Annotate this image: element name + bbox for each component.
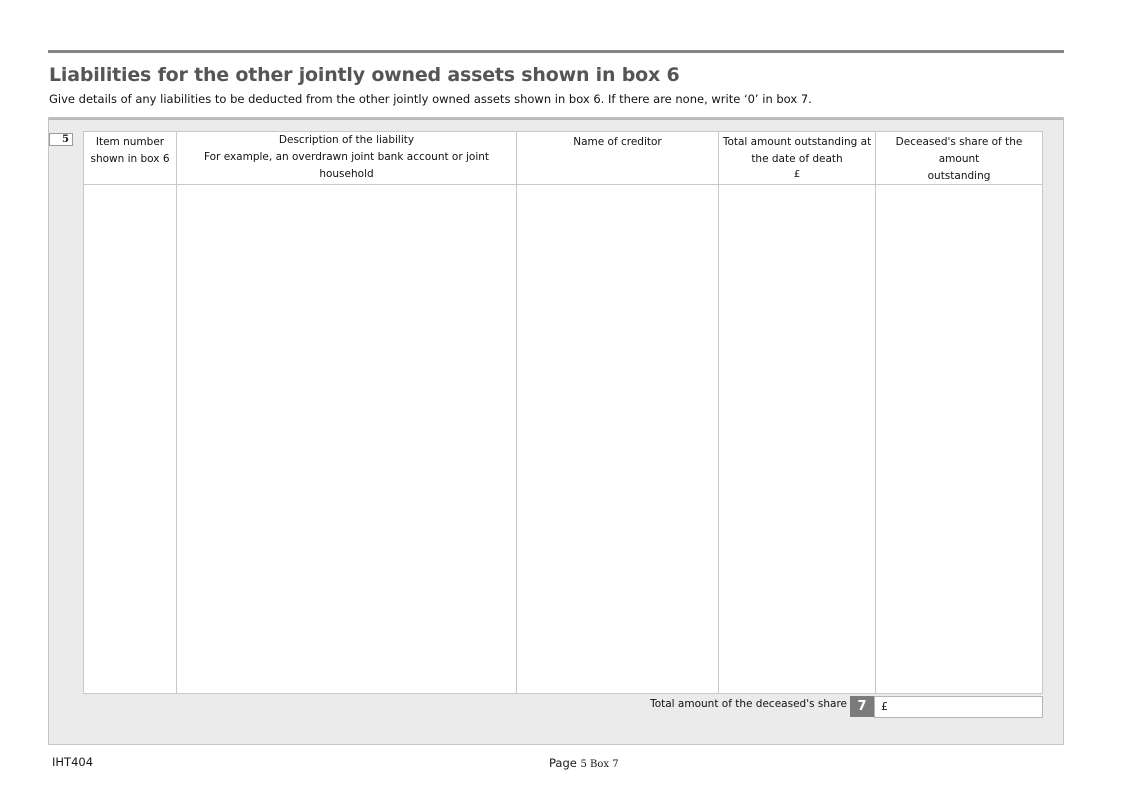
total-currency-symbol: £: [881, 700, 888, 713]
header-total-outstanding-line2: the date of death: [751, 153, 843, 165]
header-total-outstanding-line1: Total amount outstanding at: [722, 136, 872, 148]
header-deceased-share-line1: Deceased's share of the amount: [895, 136, 1023, 165]
total-deceased-share-label: Total amount of the deceased's share: [650, 698, 847, 710]
deceased-share-column-input[interactable]: [875, 184, 1043, 694]
page-indicator: [549, 756, 619, 770]
top-rule: [48, 50, 1064, 53]
total-outstanding-column-input[interactable]: [718, 184, 876, 694]
form-code: IHT404: [52, 755, 94, 769]
header-total-outstanding-currency: £: [793, 169, 801, 180]
creditor-column-input[interactable]: [516, 184, 719, 694]
header-description: [176, 131, 517, 185]
description-column-input[interactable]: [176, 184, 517, 694]
section-heading: Liabilities for the other jointly owned assets shown in box 6: [49, 64, 680, 86]
header-description-line2: For example, an overdrawn joint bank account or joint household: [203, 151, 490, 180]
header-creditor-line1: Name of creditor: [573, 136, 662, 148]
item-number-column-input[interactable]: [83, 184, 177, 694]
panel-top-border: [49, 118, 1063, 120]
box-number-5: 5: [49, 133, 73, 146]
header-item-number-line2: shown in box 6: [90, 153, 170, 165]
section-intro: Give details of any liabilities to be deducted from the other jointly owned assets shown in box 6. If there are none, write ‘0’ in box 7.: [49, 92, 812, 106]
page-label: Page: [549, 756, 577, 770]
header-deceased-share-line2: outstanding: [927, 170, 991, 182]
header-item-number: [83, 131, 177, 185]
total-deceased-share-field[interactable]: [874, 696, 1043, 718]
header-creditor: [516, 131, 719, 185]
header-deceased-share: [875, 131, 1043, 185]
box-number-7: 7: [850, 696, 874, 717]
header-total-outstanding: [718, 131, 876, 185]
header-item-number-line1: Item number: [95, 136, 165, 148]
page-number: 5 Box 7: [580, 759, 619, 770]
header-description-line1: Description of the liability: [278, 134, 415, 146]
